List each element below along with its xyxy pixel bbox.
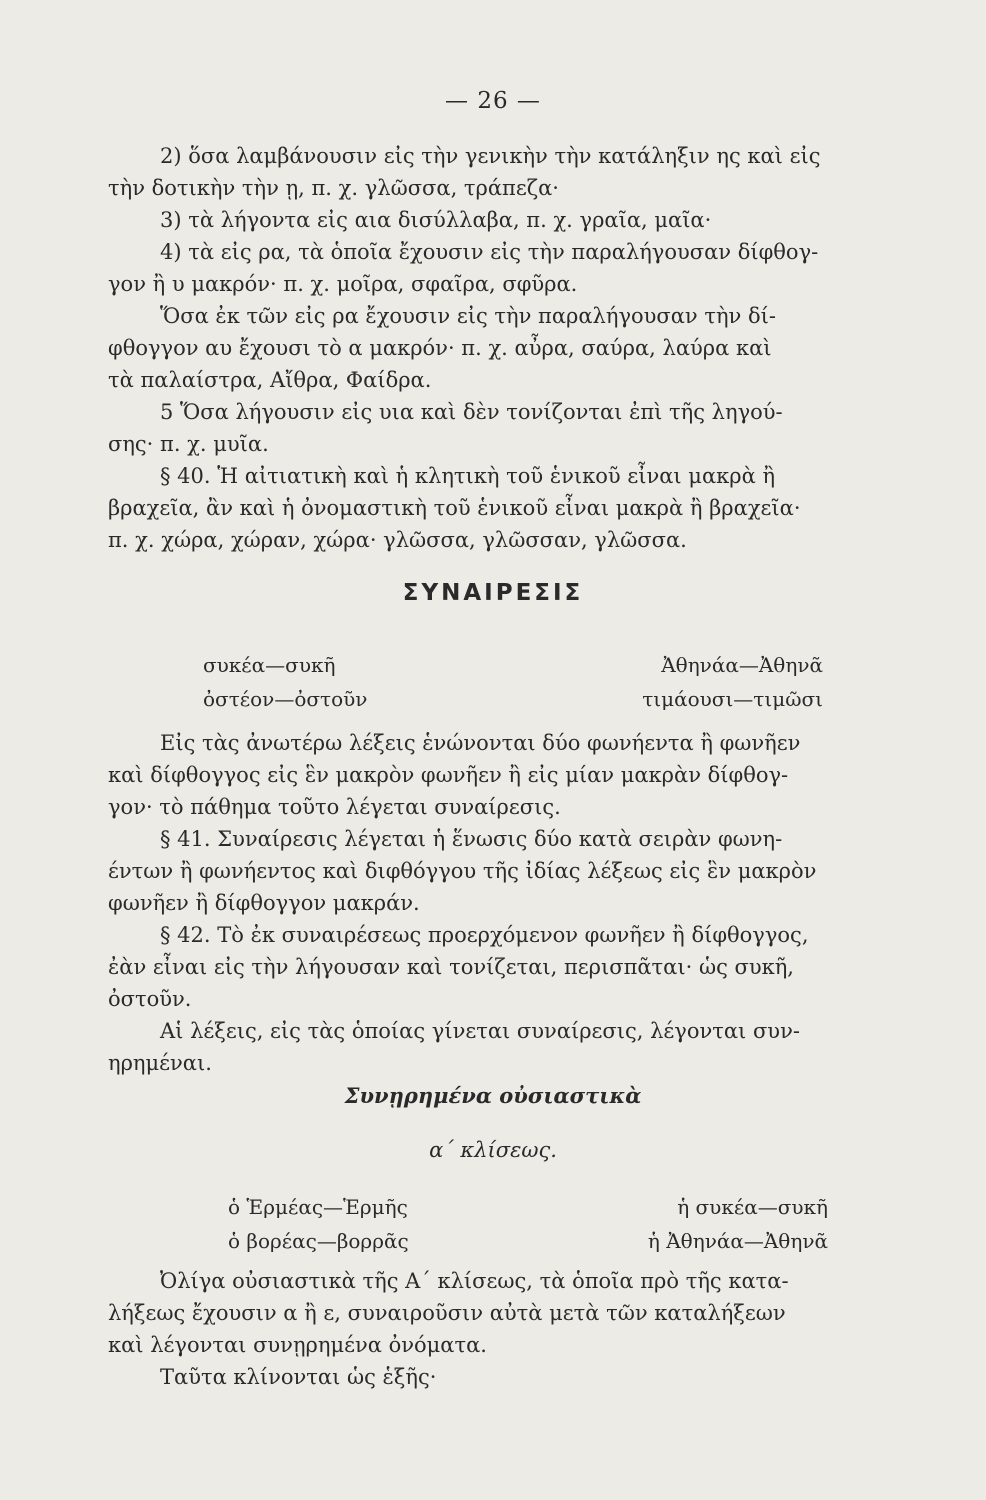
section-heading: ΣΥΝΑΙΡΕΣΙΣ [402, 580, 584, 606]
paragraph-block-a [108, 140, 878, 556]
text-line: Εἰς τὰς ἀνωτέρω λέξεις ἑνώνονται δύο φωνήεντα ἢ φωνῆεν [160, 731, 801, 755]
text-line: βραχεῖα, ἂν καὶ ἡ ὀνομαστικὴ τοῦ ἑνικοῦ εἶναι μακρὰ ἢ βραχεῖα· [108, 496, 801, 520]
example-row [228, 1224, 828, 1258]
text-line: έντων ἢ φωνήεντος καὶ διφθόγγου τῆς ἰδίας λέξεως εἰς ἓν μακρὸν [108, 859, 817, 883]
text-line: τὰ παλαίστρα, Αἴθρα, Φαίδρα. [108, 368, 432, 392]
page-number: — 26 — [445, 88, 541, 114]
example-row [203, 648, 823, 682]
text-line: § 42. Τὸ ἐκ συναιρέσεως προερχόμενον φωνῆεν ἢ δίφθογγος, [160, 923, 809, 947]
paragraph-block-b [108, 727, 878, 1079]
subheading-contracted-nouns: Συνῃρημένα οὐσιαστικὰ [344, 1083, 642, 1108]
example-right: τιμάουσι—τιμῶσι [642, 687, 823, 711]
text-line: 4) τὰ εἰς ρα, τὰ ὁποῖα ἔχουσιν εἰς τὴν παραλήγουσαν δίφθογ- [160, 240, 819, 264]
paragraph-block-c [108, 1265, 878, 1393]
text-line: καὶ λέγονται συνῃρημένα ὀνόματα. [108, 1333, 487, 1357]
example-row [228, 1190, 828, 1224]
text-line: γον· τὸ πάθημα τοῦτο λέγεται συναίρεσις. [108, 795, 561, 819]
text-line: καὶ δίφθογγος εἰς ἓν μακρὸν φωνῆεν ἢ εἰς μίαν μακρὰν δίφθογ- [108, 763, 789, 787]
subheading-declension: α΄ κλίσεως. [429, 1138, 557, 1162]
example-left: ὁ Ἑρμέας—Ἑρμῆς [228, 1195, 408, 1219]
text-line: λήξεως ἔχουσιν α ἢ ε, συναιροῦσιν αὐτὰ μετὰ τῶν καταλήξεων [108, 1301, 786, 1325]
example-right: ἡ συκέα—συκῆ [677, 1195, 828, 1219]
text-line: § 41. Συναίρεσις λέγεται ἡ ἕνωσις δύο κατὰ σειρὰν φωνη- [160, 827, 783, 851]
text-line: π. χ. χώρα, χώραν, χώρα· γλῶσσα, γλῶσσαν, γλῶσσα. [108, 528, 687, 552]
text-line: φθογγον αυ ἔχουσι τὸ α μακρόν· π. χ. αὖρα, σαύρα, λαύρα καὶ [108, 336, 772, 360]
text-line: ηρημέναι. [108, 1051, 212, 1075]
text-line: Ταῦτα κλίνονται ὡς ἑξῆς· [160, 1365, 437, 1389]
text-line: § 40. Ἡ αἰτιατικὴ καὶ ἡ κλητικὴ τοῦ ἑνικοῦ εἶναι μακρὰ ἢ [160, 464, 776, 488]
text-line: Ὅσα ἐκ τῶν εἰς ρα ἔχουσιν εἰς τὴν παραλήγουσαν τὴν δί- [160, 304, 776, 328]
text-line: φωνῆεν ἢ δίφθογγον μακράν. [108, 891, 420, 915]
example-left: συκέα—συκῆ [203, 653, 336, 677]
example-left: ὀστέον—ὀστοῦν [203, 687, 368, 711]
text-line: 2) ὅσα λαμβάνουσιν εἰς τὴν γενικὴν τὴν κατάληξιν ης καὶ εἰς [160, 144, 821, 168]
text-line: τὴν δοτικὴν τὴν ῃ, π. χ. γλῶσσα, τράπεζα· [108, 176, 559, 200]
example-right: ἡ Ἀθηνάα—Ἀθηνᾶ [647, 1229, 828, 1253]
example-left: ὁ βορέας—βορρᾶς [228, 1229, 409, 1253]
text-line: 3) τὰ λήγοντα εἰς αια δισύλλαβα, π. χ. γραῖα, μαῖα· [160, 208, 712, 232]
text-line: 5 Ὅσα λήγουσιν εἰς υια καὶ δὲν τονίζονται ἐπὶ τῆς ληγού- [160, 400, 783, 424]
text-line: σης· π. χ. μυῖα. [108, 432, 269, 456]
text-line: γον ἢ υ μακρόν· π. χ. μοῖρα, σφαῖρα, σφῦρα. [108, 272, 578, 296]
example-row [203, 682, 823, 716]
text-line: ἐὰν εἶναι εἰς τὴν λήγουσαν καὶ τονίζεται, περισπᾶται· ὡς συκῆ, [108, 955, 794, 979]
text-line: Ὀλίγα οὐσιαστικὰ τῆς Α΄ κλίσεως, τὰ ὁποῖα πρὸ τῆς κατα- [160, 1269, 789, 1293]
text-line: Αἱ λέξεις, εἰς τὰς ὁποίας γίνεται συναίρεσις, λέγονται συν- [160, 1019, 800, 1043]
text-line: ὀστοῦν. [108, 987, 192, 1011]
declension-examples [228, 1190, 828, 1258]
example-right: Ἀθηνάα—Ἀθηνᾶ [661, 653, 823, 677]
contraction-examples [203, 648, 823, 716]
